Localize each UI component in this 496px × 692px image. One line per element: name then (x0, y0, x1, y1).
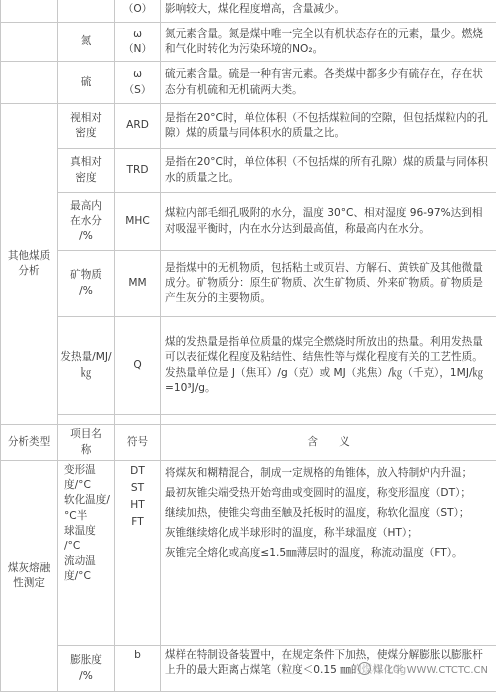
item-line: 视相对 (59, 111, 113, 126)
item-line: 膨胀度 (59, 653, 113, 668)
table-row (1, 0, 496, 23)
header-item (58, 425, 115, 461)
empty-cell (115, 415, 161, 425)
symbol-line: FT (116, 514, 159, 531)
symbol-line: HT (116, 497, 159, 514)
symbol-cell (115, 461, 161, 646)
item-line: /% (59, 229, 113, 244)
symbol-cell: MM (115, 251, 161, 317)
watermark-text: 煤化学 WWW.CTCTC.CN (373, 665, 488, 676)
symbol-line: （N） (116, 42, 159, 57)
item-line: 度/°C (64, 569, 113, 584)
watermark (356, 661, 490, 676)
description-cell: 是指煤中的无机物质，包括粘土或页岩、方解石、黄铁矿及其他微量成分。矿物质分：原生矿物质、次生矿物质、外来矿物质。矿物质是产生灰分的主要物质。 (161, 251, 496, 317)
description-line: 将煤灰和糊精混合，制成一定规格的角锥体，放入特制炉内升温； (165, 463, 492, 483)
item-cell (58, 104, 115, 149)
description-cell: 是指在20°C时，单位体积（不包括煤的所有孔隙）煤的质量与同体积水的质量之比。 (161, 149, 496, 193)
item-line: 密度 (59, 171, 113, 186)
item-cell: 发热量/MJ/㎏ (58, 317, 115, 415)
table-row (1, 415, 496, 425)
empty-cell (1, 23, 58, 62)
empty-cell (58, 415, 115, 425)
group-label-line: 其他煤质 (2, 249, 56, 264)
table-row (1, 317, 496, 415)
symbol-cell (115, 23, 161, 62)
item-line: 最高内 (59, 199, 113, 214)
description-cell: 是指在20°C时，单位体积（不包括煤粒间的空隙，但包括煤粒内的孔隙）煤的质量与同体积水的质量之比。 (161, 104, 496, 149)
item-cell: 硫 (58, 62, 115, 104)
symbol-line: ω (116, 67, 159, 82)
item-line: 密度 (59, 126, 113, 141)
item-cell (58, 461, 115, 646)
item-line: 矿物质 (59, 268, 113, 283)
item-cell (58, 251, 115, 317)
empty-cell (1, 62, 58, 104)
table-row (1, 193, 496, 251)
item-line: /% (59, 669, 113, 684)
table-row (1, 149, 496, 193)
description-line: 灰锥继续熔化成半球形时的温度，称半球温度（HT）； (165, 523, 492, 543)
symbol-cell: MHC (115, 193, 161, 251)
item-line: /°C (64, 539, 113, 554)
group-label-line: 分析 (2, 264, 56, 279)
description-line: 继续加热，使锥尖弯曲至触及托板时的温度，称软化温度（ST）； (165, 503, 492, 523)
group-label-line: 煤灰熔融 (2, 561, 56, 576)
header-meaning: 含 义 (161, 425, 496, 461)
item-cell (58, 193, 115, 251)
header-row (1, 425, 496, 461)
description-cell: 煤的发热量是指单位质量的煤完全燃烧时所放出的热量。利用发热量可以表征煤化程度及粘结性、结焦性等与煤化程度有关的工艺性质。发热量单位是 J（焦耳）/g（克）或 MJ（兆焦）/㎏（千克），1MJ/㎏=10³J/g。 (161, 317, 496, 415)
header-type: 分析类型 (1, 425, 58, 461)
group-cell-other-analysis (1, 104, 58, 425)
symbol-cell: （O） (115, 0, 161, 23)
symbol-line: （S） (116, 83, 159, 98)
table-row (1, 104, 496, 149)
wechat-icon (358, 662, 371, 675)
item-line: 变形温 (64, 463, 113, 478)
header-item-line: 称 (59, 443, 113, 458)
item-cell: 氮 (58, 23, 115, 62)
symbol-line: ω (116, 27, 159, 42)
description-cell: 煤粒内部毛细孔吸附的水分，温度 30°C、相对湿度 96-97%达到相对吸湿平衡时，内在水分达到最高值，称最高内在水分。 (161, 193, 496, 251)
description-line: 最初灰锥尖端受热开始弯曲或变圆时的温度，称变形温度（DT）； (165, 483, 492, 503)
table-row (1, 461, 496, 646)
item-line: 软化温度/°C半 (64, 493, 115, 523)
symbol-cell (115, 62, 161, 104)
description-cell (161, 461, 496, 646)
empty-cell (161, 415, 496, 425)
item-cell (58, 646, 115, 692)
symbol-cell: b (115, 646, 161, 692)
item-line: /% (59, 284, 113, 299)
symbol-line: ST (116, 480, 159, 497)
item-line: 球温度 (64, 524, 113, 539)
item-cell (58, 149, 115, 193)
group-cell-ash-fusion (1, 461, 58, 692)
header-item-line: 项目名 (59, 427, 113, 442)
symbol-cell: Q (115, 317, 161, 415)
description-cell: 影响较大，煤化程度增高，含量减少。 (161, 0, 496, 23)
empty-cell (1, 0, 58, 23)
symbol-line: DT (116, 463, 159, 480)
description-cell: 煤样在特制设备装置中，在规定条件下加热，使煤分解膨胀以膨胀杆上升的最大距离占煤笔（粒度＜0.15 ㎜的煤样 10g (161, 646, 496, 692)
description-line: 灰锥完全熔化或高度≤1.5㎜薄层时的温度，称流动温度（FT）。 (165, 543, 492, 563)
item-line: 真相对 (59, 155, 113, 170)
group-label-line: 性测定 (2, 576, 56, 591)
description-cell: 硫元素含量。硫是一种有害元素。各类煤中都多少有硫存在，存在状态分有机硫和无机硫两大类。 (161, 62, 496, 104)
header-symbol: 符号 (115, 425, 161, 461)
symbol-cell: ARD (115, 104, 161, 149)
symbol-cell: TRD (115, 149, 161, 193)
description-cell: 氮元素含量。氮是煤中唯一完全以有机状态存在的元素，量少。燃烧和气化时转化为污染环境的NO₂。 (161, 23, 496, 62)
item-line: 流动温 (64, 554, 113, 569)
table-row (1, 251, 496, 317)
item-line: 度/°C (64, 478, 113, 493)
empty-cell (58, 0, 115, 23)
table-row (1, 62, 496, 104)
item-line: 在水分 (59, 214, 113, 229)
table-row (1, 23, 496, 62)
